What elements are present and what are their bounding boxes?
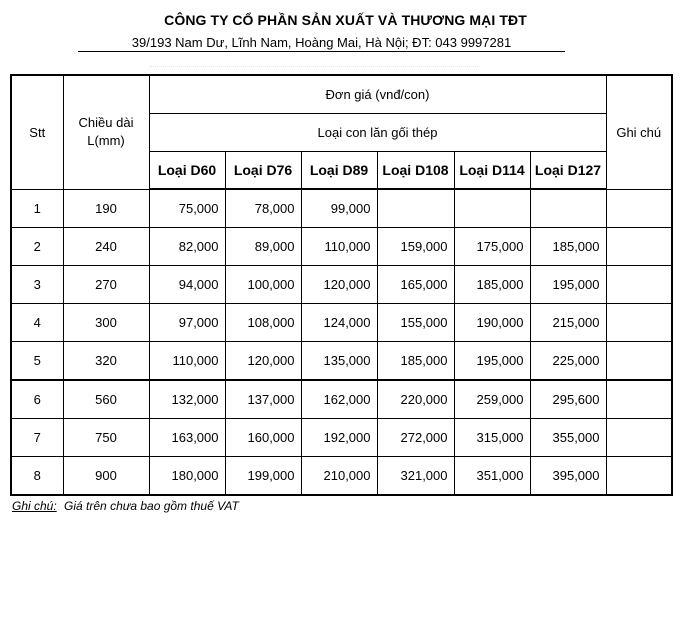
cell-price: 355,000 [530,419,606,457]
cell-stt: 8 [11,457,63,496]
cell-note [606,228,672,266]
cell-note [606,266,672,304]
cell-price: 215,000 [530,304,606,342]
cell-stt: 4 [11,304,63,342]
cell-price: 210,000 [301,457,377,496]
cell-price [454,189,530,228]
cell-price: 94,000 [149,266,225,304]
table-row [11,342,672,381]
cell-price: 162,000 [301,380,377,419]
cell-note [606,304,672,342]
cell-length: 900 [63,457,149,496]
cell-price: 190,000 [454,304,530,342]
cell-length: 320 [63,342,149,381]
header-unit-price: Đơn giá (vnđ/con) [149,75,606,114]
table-row [11,304,672,342]
cell-price: 137,000 [225,380,301,419]
cell-stt: 2 [11,228,63,266]
cell-length: 190 [63,189,149,228]
table-row [11,419,672,457]
cell-price: 175,000 [454,228,530,266]
cell-price: 110,000 [149,342,225,381]
cell-note [606,457,672,496]
company-name: CÔNG TY CỔ PHẦN SẢN XUẤT VÀ THƯƠNG MẠI TĐT [164,12,527,28]
cell-length: 300 [63,304,149,342]
cell-stt: 7 [11,419,63,457]
table-row [11,457,672,496]
cell-price: 120,000 [301,266,377,304]
cell-price: 185,000 [377,342,454,381]
footer-note [12,499,239,513]
header-type: Loại D89 [301,152,377,190]
header-stt: Stt [11,75,63,189]
cell-price: 135,000 [301,342,377,381]
cell-price: 315,000 [454,419,530,457]
cell-length: 560 [63,380,149,419]
price-table [10,74,673,496]
table-row [11,228,672,266]
cell-length: 750 [63,419,149,457]
cell-price: 321,000 [377,457,454,496]
cell-price: 195,000 [454,342,530,381]
cell-price: 185,000 [530,228,606,266]
cell-price: 97,000 [149,304,225,342]
cell-price: 75,000 [149,189,225,228]
cell-price: 220,000 [377,380,454,419]
faint-divider [150,66,480,67]
header-type: Loại D60 [149,152,225,190]
cell-price: 395,000 [530,457,606,496]
cell-price: 132,000 [149,380,225,419]
table-row [11,380,672,419]
cell-price: 163,000 [149,419,225,457]
header-length [63,75,149,189]
company-address: 39/193 Nam Dư, Lĩnh Nam, Hoàng Mai, Hà Nội; ĐT: 043 9997281 [78,35,565,52]
cell-price: 295,600 [530,380,606,419]
cell-price: 199,000 [225,457,301,496]
table-row [11,189,672,228]
cell-price: 165,000 [377,266,454,304]
cell-stt: 1 [11,189,63,228]
cell-price: 180,000 [149,457,225,496]
cell-price: 99,000 [301,189,377,228]
cell-price: 78,000 [225,189,301,228]
header-length-label: Chiều dài L(mm) [78,115,134,149]
footer-note-text: Giá trên chưa bao gồm thuế VAT [64,499,239,513]
cell-price: 351,000 [454,457,530,496]
cell-price [377,189,454,228]
cell-price: 82,000 [149,228,225,266]
cell-length: 240 [63,228,149,266]
cell-price: 272,000 [377,419,454,457]
header-type: Loại D127 [530,152,606,190]
cell-price: 259,000 [454,380,530,419]
cell-price: 159,000 [377,228,454,266]
cell-price: 120,000 [225,342,301,381]
cell-price [530,189,606,228]
cell-note [606,342,672,381]
cell-price: 110,000 [301,228,377,266]
table-row [11,266,672,304]
cell-price: 124,000 [301,304,377,342]
footer-note-label: Ghi chú: [12,499,57,513]
header-type: Loại D114 [454,152,530,190]
cell-price: 225,000 [530,342,606,381]
cell-note [606,419,672,457]
cell-note [606,380,672,419]
header-type: Loại D76 [225,152,301,190]
cell-price: 160,000 [225,419,301,457]
cell-price: 108,000 [225,304,301,342]
header-type: Loại D108 [377,152,454,190]
cell-price: 195,000 [530,266,606,304]
cell-stt: 5 [11,342,63,381]
cell-price: 192,000 [301,419,377,457]
header-note: Ghi chú [606,75,672,189]
cell-stt: 3 [11,266,63,304]
cell-price: 100,000 [225,266,301,304]
cell-length: 270 [63,266,149,304]
cell-stt: 6 [11,380,63,419]
cell-price: 185,000 [454,266,530,304]
header-roller-type: Loại con lăn gối thép [149,114,606,152]
cell-note [606,189,672,228]
cell-price: 155,000 [377,304,454,342]
cell-price: 89,000 [225,228,301,266]
